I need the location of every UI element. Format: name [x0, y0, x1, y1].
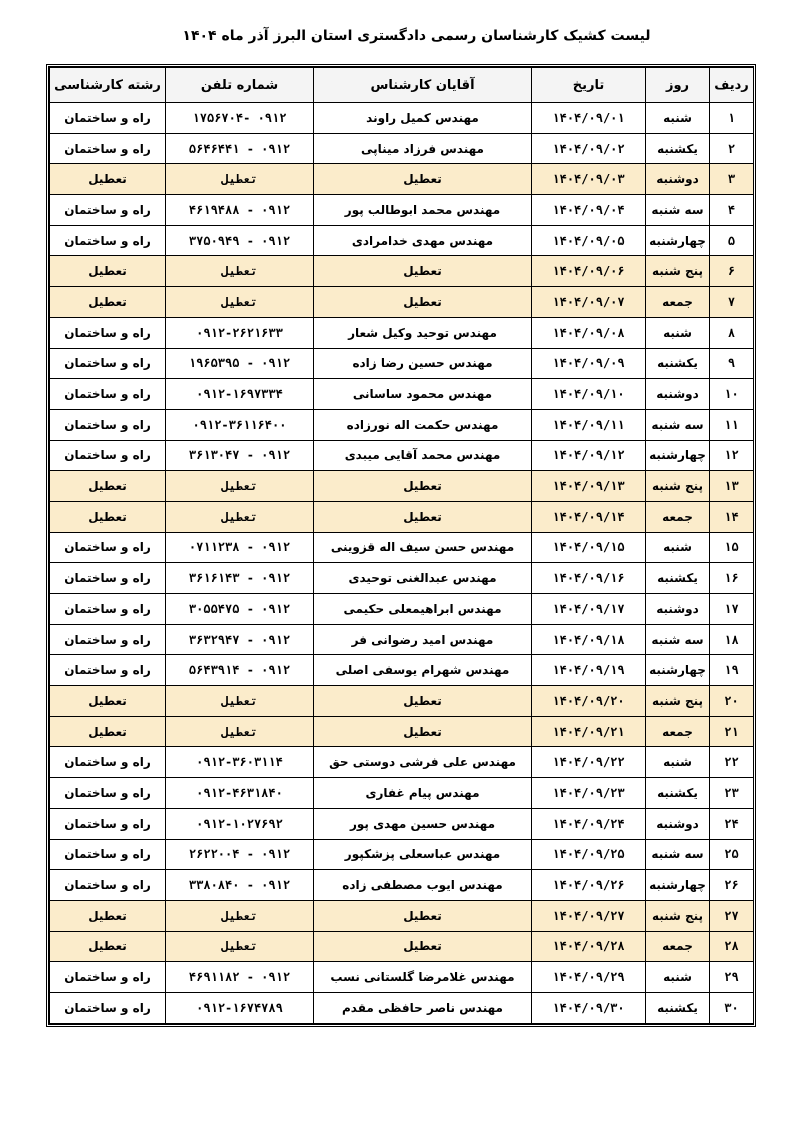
- table-row: [50, 133, 754, 164]
- table-row: [50, 900, 754, 931]
- phone-cell: ۰۹۱۲ - ۵۶۴۳۹۱۴: [166, 655, 314, 686]
- row-number-cell: ۱۹: [710, 655, 754, 686]
- expert-name-cell: مهندس محمد آقایی میبدی: [314, 440, 532, 471]
- date-cell: ۱۴۰۴/۰۹/۲۴: [532, 808, 646, 839]
- date-cell: ۱۴۰۴/۰۹/۱۱: [532, 409, 646, 440]
- expert-name-cell: مهندس محمود ساسانی: [314, 379, 532, 410]
- row-number-cell: ۱۶: [710, 563, 754, 594]
- phone-cell: ۰۹۱۲ - ۳۶۱۶۱۴۳: [166, 563, 314, 594]
- day-cell: یکشنبه: [646, 563, 710, 594]
- field-cell: راه و ساختمان: [50, 655, 166, 686]
- day-cell: سه شنبه: [646, 624, 710, 655]
- field-cell: راه و ساختمان: [50, 225, 166, 256]
- expert-name-cell: تعطیل: [314, 931, 532, 962]
- row-number-cell: ۱۳: [710, 471, 754, 502]
- table-row: [50, 164, 754, 195]
- phone-cell: تعطیل: [166, 471, 314, 502]
- day-cell: دوشنبه: [646, 379, 710, 410]
- phone-cell: ۰۹۱۲-۱۰۲۷۶۹۲: [166, 808, 314, 839]
- row-number-cell: ۲۱: [710, 716, 754, 747]
- row-number-cell: ۲۵: [710, 839, 754, 870]
- date-cell: ۱۴۰۴/۰۹/۰۸: [532, 317, 646, 348]
- field-cell: تعطیل: [50, 256, 166, 287]
- row-number-cell: ۱۲: [710, 440, 754, 471]
- row-number-cell: ۱۱: [710, 409, 754, 440]
- table-row: [50, 379, 754, 410]
- row-number-cell: ۱۷: [710, 594, 754, 625]
- field-cell: تعطیل: [50, 931, 166, 962]
- field-cell: راه و ساختمان: [50, 440, 166, 471]
- row-number-cell: ۲۸: [710, 931, 754, 962]
- phone-cell: ۰۹۱۲-۴۶۳۱۸۴۰: [166, 778, 314, 809]
- date-cell: ۱۴۰۴/۰۹/۰۲: [532, 133, 646, 164]
- expert-name-cell: مهندس غلامرضا گلستانی نسب: [314, 962, 532, 993]
- table-row: [50, 103, 754, 134]
- date-cell: ۱۴۰۴/۰۹/۱۷: [532, 594, 646, 625]
- expert-name-cell: مهندس توحید وکیل شعار: [314, 317, 532, 348]
- expert-name-cell: تعطیل: [314, 501, 532, 532]
- field-cell: تعطیل: [50, 716, 166, 747]
- day-cell: یکشنبه: [646, 133, 710, 164]
- phone-cell: ۰۹۱۲-۳۶۱۱۶۴۰۰: [166, 409, 314, 440]
- expert-name-cell: تعطیل: [314, 900, 532, 931]
- date-cell: ۱۴۰۴/۰۹/۰۴: [532, 195, 646, 226]
- field-cell: تعطیل: [50, 287, 166, 318]
- phone-cell: ۰۹۱۲ - ۳۷۵۰۹۴۹: [166, 225, 314, 256]
- table-row: [50, 778, 754, 809]
- table-row: [50, 686, 754, 717]
- day-cell: چهارشنبه: [646, 225, 710, 256]
- row-number-cell: ۹: [710, 348, 754, 379]
- expert-name-cell: مهندس محمد ابوطالب پور: [314, 195, 532, 226]
- day-cell: دوشنبه: [646, 164, 710, 195]
- table-row: [50, 962, 754, 993]
- day-cell: پنج شنبه: [646, 686, 710, 717]
- date-cell: ۱۴۰۴/۰۹/۰۱: [532, 103, 646, 134]
- phone-cell: ۰۹۱۲ - ۵۶۴۶۴۴۱: [166, 133, 314, 164]
- day-cell: سه شنبه: [646, 195, 710, 226]
- field-cell: راه و ساختمان: [50, 317, 166, 348]
- row-number-cell: ۱۸: [710, 624, 754, 655]
- date-cell: ۱۴۰۴/۰۹/۲۶: [532, 870, 646, 901]
- row-number-cell: ۲۷: [710, 900, 754, 931]
- expert-name-cell: تعطیل: [314, 686, 532, 717]
- field-cell: راه و ساختمان: [50, 195, 166, 226]
- expert-name-cell: مهندس حسن سیف اله قزوینی: [314, 532, 532, 563]
- phone-cell: ۰۹۱۲ - ۳۰۵۵۴۷۵: [166, 594, 314, 625]
- expert-name-cell: مهندس فرزاد میناپی: [314, 133, 532, 164]
- field-cell: تعطیل: [50, 501, 166, 532]
- day-cell: شنبه: [646, 532, 710, 563]
- field-cell: راه و ساختمان: [50, 992, 166, 1023]
- table-row: [50, 655, 754, 686]
- phone-cell: ۰۹۱۲ - ۴۶۱۹۴۸۸: [166, 195, 314, 226]
- phone-cell: ۰۹۱۲ - ۳۳۸۰۸۴۰: [166, 870, 314, 901]
- field-cell: تعطیل: [50, 900, 166, 931]
- field-cell: راه و ساختمان: [50, 808, 166, 839]
- field-cell: راه و ساختمان: [50, 870, 166, 901]
- field-cell: تعطیل: [50, 471, 166, 502]
- date-cell: ۱۴۰۴/۰۹/۱۶: [532, 563, 646, 594]
- table-row: [50, 563, 754, 594]
- row-number-cell: ۲۹: [710, 962, 754, 993]
- row-number-cell: ۴: [710, 195, 754, 226]
- phone-cell: ۰۹۱۲ - ۲۶۲۲۰۰۴: [166, 839, 314, 870]
- table-row: [50, 317, 754, 348]
- expert-name-cell: تعطیل: [314, 287, 532, 318]
- date-cell: ۱۴۰۴/۰۹/۱۲: [532, 440, 646, 471]
- table-row: [50, 716, 754, 747]
- table-row: [50, 256, 754, 287]
- field-cell: راه و ساختمان: [50, 778, 166, 809]
- row-number-cell: ۱: [710, 103, 754, 134]
- row-number-cell: ۶: [710, 256, 754, 287]
- day-cell: شنبه: [646, 747, 710, 778]
- table-row: [50, 931, 754, 962]
- expert-name-cell: تعطیل: [314, 256, 532, 287]
- day-cell: سه شنبه: [646, 409, 710, 440]
- phone-cell: ۰۹۱۲-۱۶۹۷۳۳۴: [166, 379, 314, 410]
- day-cell: جمعه: [646, 501, 710, 532]
- phone-cell: ۰۹۱۲ - ۰۷۱۱۲۳۸: [166, 532, 314, 563]
- page-title: لیست کشیک کارشناسان رسمی دادگستری استان البرز آذر ماه ۱۴۰۴: [182, 28, 651, 44]
- table-row: [50, 287, 754, 318]
- phone-cell: تعطیل: [166, 501, 314, 532]
- field-cell: راه و ساختمان: [50, 747, 166, 778]
- table-row: [50, 992, 754, 1023]
- field-cell: راه و ساختمان: [50, 563, 166, 594]
- field-cell: راه و ساختمان: [50, 133, 166, 164]
- expert-name-cell: مهندس عبدالغنی توحیدی: [314, 563, 532, 594]
- field-cell: راه و ساختمان: [50, 839, 166, 870]
- phone-cell: ۰۹۱۲-۱۶۷۴۷۸۹: [166, 992, 314, 1023]
- table-row: [50, 471, 754, 502]
- roster-table-frame: [46, 64, 756, 1027]
- table-row: [50, 348, 754, 379]
- table-row: [50, 808, 754, 839]
- expert-name-cell: مهندس حسین رضا زاده: [314, 348, 532, 379]
- phone-cell: تعطیل: [166, 287, 314, 318]
- phone-cell: ۰۹۱۲-۲۶۲۱۶۳۳: [166, 317, 314, 348]
- phone-cell: ۰۹۱۲ - ۳۶۳۲۹۴۷: [166, 624, 314, 655]
- field-cell: راه و ساختمان: [50, 962, 166, 993]
- field-cell: راه و ساختمان: [50, 624, 166, 655]
- table-header-row: [50, 68, 754, 103]
- day-cell: چهارشنبه: [646, 870, 710, 901]
- row-number-cell: ۲۲: [710, 747, 754, 778]
- row-number-cell: ۳: [710, 164, 754, 195]
- field-cell: تعطیل: [50, 686, 166, 717]
- row-number-cell: ۱۰: [710, 379, 754, 410]
- day-cell: جمعه: [646, 931, 710, 962]
- row-number-cell: ۷: [710, 287, 754, 318]
- day-cell: پنج شنبه: [646, 471, 710, 502]
- day-cell: شنبه: [646, 962, 710, 993]
- day-cell: جمعه: [646, 287, 710, 318]
- header-field: رشته کارشناسی: [50, 68, 166, 103]
- table-row: [50, 624, 754, 655]
- phone-cell: تعطیل: [166, 900, 314, 931]
- date-cell: ۱۴۰۴/۰۹/۲۵: [532, 839, 646, 870]
- date-cell: ۱۴۰۴/۰۹/۰۷: [532, 287, 646, 318]
- header-date: تاریخ: [532, 68, 646, 103]
- date-cell: ۱۴۰۴/۰۹/۰۹: [532, 348, 646, 379]
- expert-name-cell: تعطیل: [314, 164, 532, 195]
- phone-cell: تعطیل: [166, 931, 314, 962]
- phone-cell: تعطیل: [166, 164, 314, 195]
- expert-name-cell: مهندس ناصر حافظی مقدم: [314, 992, 532, 1023]
- expert-name-cell: مهندس ایوب مصطفی زاده: [314, 870, 532, 901]
- expert-name-cell: تعطیل: [314, 716, 532, 747]
- date-cell: ۱۴۰۴/۰۹/۲۹: [532, 962, 646, 993]
- date-cell: ۱۴۰۴/۰۹/۱۸: [532, 624, 646, 655]
- field-cell: راه و ساختمان: [50, 532, 166, 563]
- date-cell: ۱۴۰۴/۰۹/۱۰: [532, 379, 646, 410]
- date-cell: ۱۴۰۴/۰۹/۱۹: [532, 655, 646, 686]
- expert-name-cell: مهندس کمیل راوند: [314, 103, 532, 134]
- row-number-cell: ۲۰: [710, 686, 754, 717]
- date-cell: ۱۴۰۴/۰۹/۲۱: [532, 716, 646, 747]
- table-row: [50, 532, 754, 563]
- table-row: [50, 594, 754, 625]
- table-row: [50, 870, 754, 901]
- row-number-cell: ۱۵: [710, 532, 754, 563]
- table-row: [50, 225, 754, 256]
- field-cell: راه و ساختمان: [50, 103, 166, 134]
- phone-cell: ۰۹۱۲-۳۶۰۳۱۱۴: [166, 747, 314, 778]
- header-expert: آقایان کارشناس: [314, 68, 532, 103]
- date-cell: ۱۴۰۴/۰۹/۰۵: [532, 225, 646, 256]
- row-number-cell: ۲: [710, 133, 754, 164]
- date-cell: ۱۴۰۴/۰۹/۲۷: [532, 900, 646, 931]
- table-row: [50, 409, 754, 440]
- expert-name-cell: مهندس مهدی خدامرادی: [314, 225, 532, 256]
- expert-name-cell: مهندس علی فرشی دوستی حق: [314, 747, 532, 778]
- header-row-number: ردیف: [710, 68, 754, 103]
- expert-name-cell: مهندس ابراهیمعلی حکیمی: [314, 594, 532, 625]
- row-number-cell: ۱۴: [710, 501, 754, 532]
- phone-cell: تعطیل: [166, 256, 314, 287]
- day-cell: شنبه: [646, 103, 710, 134]
- row-number-cell: ۲۳: [710, 778, 754, 809]
- table-row: [50, 501, 754, 532]
- day-cell: دوشنبه: [646, 594, 710, 625]
- phone-cell: تعطیل: [166, 716, 314, 747]
- date-cell: ۱۴۰۴/۰۹/۱۴: [532, 501, 646, 532]
- table-row: [50, 440, 754, 471]
- day-cell: جمعه: [646, 716, 710, 747]
- expert-name-cell: مهندس عباسعلی پزشکپور: [314, 839, 532, 870]
- expert-name-cell: مهندس امید رضوانی فر: [314, 624, 532, 655]
- row-number-cell: ۳۰: [710, 992, 754, 1023]
- table-row: [50, 195, 754, 226]
- phone-cell: تعطیل: [166, 686, 314, 717]
- expert-name-cell: تعطیل: [314, 471, 532, 502]
- date-cell: ۱۴۰۴/۰۹/۳۰: [532, 992, 646, 1023]
- field-cell: راه و ساختمان: [50, 348, 166, 379]
- date-cell: ۱۴۰۴/۰۹/۰۳: [532, 164, 646, 195]
- field-cell: تعطیل: [50, 164, 166, 195]
- field-cell: راه و ساختمان: [50, 594, 166, 625]
- row-number-cell: ۵: [710, 225, 754, 256]
- phone-cell: ۰۹۱۲ -۱۷۵۶۷۰۴: [166, 103, 314, 134]
- row-number-cell: ۲۴: [710, 808, 754, 839]
- roster-table: [49, 67, 754, 1024]
- day-cell: پنج شنبه: [646, 256, 710, 287]
- day-cell: سه شنبه: [646, 839, 710, 870]
- table-row: [50, 747, 754, 778]
- date-cell: ۱۴۰۴/۰۹/۲۲: [532, 747, 646, 778]
- expert-name-cell: مهندس پیام غفاری: [314, 778, 532, 809]
- field-cell: راه و ساختمان: [50, 379, 166, 410]
- phone-cell: ۰۹۱۲ - ۴۶۹۱۱۸۲: [166, 962, 314, 993]
- date-cell: ۱۴۰۴/۰۹/۲۰: [532, 686, 646, 717]
- day-cell: دوشنبه: [646, 808, 710, 839]
- row-number-cell: ۲۶: [710, 870, 754, 901]
- field-cell: راه و ساختمان: [50, 409, 166, 440]
- day-cell: یکشنبه: [646, 992, 710, 1023]
- expert-name-cell: مهندس حسین مهدی پور: [314, 808, 532, 839]
- day-cell: چهارشنبه: [646, 440, 710, 471]
- date-cell: ۱۴۰۴/۰۹/۲۳: [532, 778, 646, 809]
- phone-cell: ۰۹۱۲ - ۱۹۶۵۳۹۵: [166, 348, 314, 379]
- expert-name-cell: مهندس شهرام یوسفی اصلی: [314, 655, 532, 686]
- day-cell: یکشنبه: [646, 778, 710, 809]
- row-number-cell: ۸: [710, 317, 754, 348]
- date-cell: ۱۴۰۴/۰۹/۰۶: [532, 256, 646, 287]
- header-day: روز: [646, 68, 710, 103]
- table-body: [50, 103, 754, 1024]
- date-cell: ۱۴۰۴/۰۹/۲۸: [532, 931, 646, 962]
- table-row: [50, 839, 754, 870]
- day-cell: پنج شنبه: [646, 900, 710, 931]
- header-phone: شماره تلفن: [166, 68, 314, 103]
- expert-name-cell: مهندس حکمت اله نورزاده: [314, 409, 532, 440]
- phone-cell: ۰۹۱۲ - ۳۶۱۳۰۴۷: [166, 440, 314, 471]
- day-cell: چهارشنبه: [646, 655, 710, 686]
- date-cell: ۱۴۰۴/۰۹/۱۵: [532, 532, 646, 563]
- day-cell: شنبه: [646, 317, 710, 348]
- day-cell: یکشنبه: [646, 348, 710, 379]
- date-cell: ۱۴۰۴/۰۹/۱۳: [532, 471, 646, 502]
